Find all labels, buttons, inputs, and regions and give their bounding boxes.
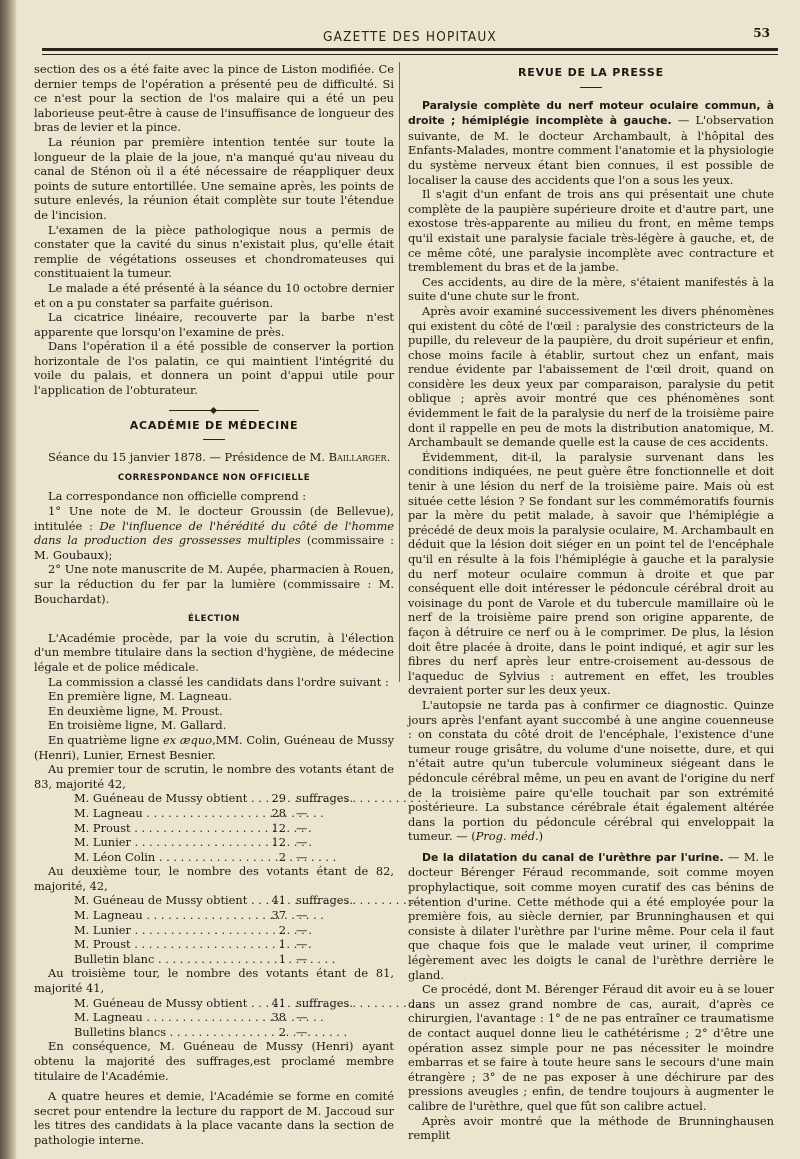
vote-unit: — bbox=[296, 922, 308, 937]
vote-count: 2 bbox=[278, 1024, 286, 1039]
paragraph: La correspondance non officielle comprend : bbox=[48, 489, 307, 504]
right-column bbox=[408, 62, 775, 1143]
vote-count: 2 bbox=[278, 849, 286, 864]
vote-unit: suffrages. bbox=[296, 893, 354, 908]
vote-table-3 bbox=[34, 996, 394, 1040]
paragraph: Ces accidents, au dire de la mère, s'étaient manifestés à la suite d'une chute sur le front. bbox=[408, 274, 774, 304]
note-title: De l'influence de l'hérédité du côté de l'homme dans la production des grossesses multiples bbox=[34, 518, 394, 548]
heading-dash bbox=[580, 87, 602, 88]
candidate-name: M. Lagneau . . . bbox=[74, 908, 264, 923]
paragraph: En conséquence, M. Guéneau de Mussy (Henri) ayant obtenu la majorité des suffrages,est proclamé membre titulaire de l'Académie. bbox=[34, 1039, 394, 1083]
vote-unit: — bbox=[296, 820, 308, 835]
vote-row bbox=[34, 923, 394, 938]
article-2-title: De la dilatation du canal de l'urèthre par l'urine. bbox=[422, 850, 724, 864]
scrutin-intro: Au premier tour de scrutin, le nombre des votants étant de 83, majorité 42, bbox=[34, 762, 394, 791]
vote-row bbox=[34, 850, 394, 865]
vote-row bbox=[34, 893, 394, 908]
candidate-name: Bulletins blancs . . . bbox=[74, 1025, 264, 1040]
paragraph: L'examen de la pièce pathologique nous a permis de constater que la cavité du sinus n'existait plus, qu'elle était remplie de végétations osseuses et chondromateuses qui constituaient la tumeur. bbox=[34, 222, 394, 281]
vote-unit: — bbox=[296, 1024, 308, 1039]
correspondance-heading: CORRESPONDANCE NON OFFICIELLE bbox=[117, 472, 311, 483]
book-binding-edge bbox=[0, 0, 16, 1159]
president-name: Baillarger. bbox=[328, 450, 391, 465]
vote-row bbox=[34, 937, 394, 952]
candidate-name: M. Proust . . . bbox=[74, 937, 264, 952]
paragraph: La commission a classé les candidats dans l'ordre suivant : bbox=[48, 674, 389, 689]
vote-unit: — bbox=[296, 805, 308, 820]
paragraph: L'Académie procède, par la voie du scrutin, à l'élection d'un membre titulaire dans la section d'hygiène, de médecine légale et de police médicale. bbox=[34, 630, 394, 674]
scrutin-intro: Au deuxième tour, le nombre des votants étant de 82, majorité, 42, bbox=[34, 864, 394, 893]
paragraph: Ce procédé, dont M. Bérenger Féraud dit avoir eu à se louer dans un assez grand nombre de cas, aurait, d'après ce chirurgien, l'avantage : 1° de ne pas entraîner ce traumatisme de contact auquel donne lieu le cathétérisme ; 2° d'être une opération assez simple pour ne pas nécessiter le moindre embarras et se faire à toute heure sans le secours d'une main étrangère ; 3° de ne pas exposer à une déchirure par des pressions aveugles ; enfin, de tendre toujours à augmenter le calibre de l'urèthre, quel que fût son calibre actuel. bbox=[408, 982, 774, 1113]
vote-row bbox=[34, 908, 394, 923]
vote-table-2 bbox=[34, 893, 394, 966]
paragraph: Dans l'opération il a été possible de conserver la portion horizontale de l'os palatin, ce qui maintient l'intégrité du voile du palais, et donnera un point d'appui utile pour l'application de l'obturateur. bbox=[34, 339, 394, 398]
paragraph: Évidemment, dit-il, la paralysie survenant dans les conditions indiquées, ne peut guère être fonctionnelle et doit tenir à une lésion du nerf de la troisième paire. Mais où est située cette lésion ? Se fondant sur les commémoratifs fournis par la mère du petit malade, à savoir que l'hémiplégie a précédé de deux mois la paralysie oculaire, M. Archambault en déduit que la lésion doit siéger en un point tel de l'encéphale qu'il en résulte à la fois l'hémiplégie à gauche et la paralysie du nerf moteur oculaire commun à droite et que par conséquent elle doit intéresser le pédoncule cérébral droit au voisinage du pont de Varole et du tubercule mamillaire où le nerf de la troisième paire prend son origine apparente, de façon à détruire ce nerf ou à le comprimer. De plus, la lésion doit être placée à droite, dans le point indiqué, et agir sur les fibres du nerf après leur entre-croisement au-dessous de l'aqueduc de Sylvius : autrement en effet, les troubles devraient porter sur les deux yeux. bbox=[408, 449, 774, 698]
heading-dash bbox=[203, 439, 225, 440]
vote-unit: — bbox=[296, 835, 308, 850]
vote-unit: suffrages. bbox=[296, 791, 354, 806]
vote-unit: — bbox=[296, 951, 308, 966]
vote-row bbox=[34, 835, 394, 850]
paragraph: Après avoir examiné successivement les divers phénomènes qui existent du côté de l'œil : paralysie des constricteurs de la pupille, du releveur de la paupière, du droit supérieur et enfin, chose moins facile à établir, surtout chez un enfant, mais rendue évidente par l'abaissement de l'œil droit, quand on considère les deux yeux par comparaison, paralysie du petit oblique ; après avoir montré que ces phénomènes sont évidemment le fait de la paralysie du nerf de la troisième paire dont il rappelle en peu de mots la distribution anatomique, M. Archambault se demande quelle est la cause de ces accidents. bbox=[408, 303, 774, 450]
candidate-name: M. Lagneau . . . bbox=[74, 806, 264, 821]
vote-row bbox=[34, 806, 394, 821]
vote-unit: — bbox=[296, 937, 308, 952]
candidate-name: M. Lunier . . . bbox=[74, 923, 264, 938]
vote-count: 1 bbox=[278, 951, 286, 966]
candidate-name: M. Guéneau de Mussy obtient . . . bbox=[74, 791, 264, 806]
paragraph: La réunion par première intention tentée sur toute la longueur de la plaie de la joue, n'a manqué qu'au niveau du canal de Sténon où il a été nécessaire de réappliquer deux points de suture entortillée. Une semaine après, les points de suture enlevés, la réunion était complète sur toute l'étendue de l'incision. bbox=[34, 134, 394, 222]
article-1-intro: Paralysie complète du nerf moteur oculaire commun, à droite ; hémiplégie incomplète à gauche. — L'observation suivante, de M. le docteur Archambault, à l'hôpital des Enfants-Malades, montre comment l'anatomie et la physiologie du système nerveux étant bien connues, il est possible de localiser la cause des accidents que l'on a sous les yeux. bbox=[408, 98, 775, 187]
vote-count: 1 bbox=[278, 937, 286, 952]
election-heading: ÉLECTION bbox=[188, 614, 240, 625]
candidate-name: M. Lagneau . . . bbox=[74, 1010, 264, 1025]
header-rule-thin bbox=[42, 54, 778, 55]
candidate-name: M. Léon Colin . . . bbox=[74, 850, 264, 865]
vote-table-1 bbox=[34, 791, 394, 864]
vote-count: 28 bbox=[271, 805, 286, 820]
vote-count: 12 bbox=[271, 820, 286, 835]
rank-line: En première ligne, M. Lagneau. bbox=[48, 689, 233, 704]
vote-count: 12 bbox=[271, 835, 286, 850]
scrutin-intro: Au troisième tour, le nombre des votants étant de 81, majorité 41, bbox=[34, 966, 394, 996]
paragraph: Après avoir montré que la méthode de Brunninghausen remplit bbox=[408, 1113, 774, 1143]
journal-title: GAZETTE DES HOPITAUX bbox=[323, 29, 497, 45]
article-2-intro: De la dilatation du canal de l'urèthre par l'urine. — M. le docteur Bérenger Féraud recommande, soit comme moyen prophylactique, soit comme moyen curatif des cas bénins de rétention d'urine. Cette méthode qui a été employée pour la première fois, au siècle dernier, par Brunninghausen et qui consiste à dilater l'urèthre par l'urine même. Pour cela il faut que chaque fois que le malade veut uriner, il comprime légèrement avec les doigts le canal de l'urèthre derrière le gland. bbox=[408, 849, 774, 982]
section-separator bbox=[169, 410, 259, 411]
candidate-name: M. Guéneau de Mussy obtient . . . bbox=[74, 996, 264, 1011]
seance-line: Séance du 15 janvier 1878. — Présidence de M. Baillarger. bbox=[48, 450, 391, 465]
source-citation: Prog. méd. bbox=[475, 829, 539, 844]
candidate-name: M. Guéneau de Mussy obtient . . . bbox=[74, 893, 264, 908]
candidate-name: M. Lunier . . . bbox=[74, 835, 264, 850]
rank-line: En deuxième ligne, M. Proust. bbox=[48, 703, 223, 718]
candidate-name: M. Proust . . . bbox=[74, 821, 264, 836]
correspondance-item-2: 2° Une note manuscrite de M. Aupée, pharmacien à Rouen, sur la réduction du fer par la lumière (commissaire : M. Bouchardat). bbox=[34, 562, 394, 606]
vote-count: 2 bbox=[278, 922, 286, 937]
vote-row bbox=[34, 1010, 394, 1025]
vote-unit: — bbox=[296, 1010, 308, 1025]
rank-line: En quatrième ligne ex æquo,MM. Colin, Guéneau de Mussy (Henri), Lunier, Ernest Besnier. bbox=[34, 732, 394, 762]
vote-count: 37 bbox=[271, 908, 286, 923]
vote-row bbox=[34, 821, 394, 836]
vote-row bbox=[34, 996, 394, 1011]
rank-line: En troisième ligne, M. Gallard. bbox=[48, 718, 227, 733]
academie-heading: ACADÉMIE DE MÉDECINE bbox=[129, 418, 299, 432]
vote-count: 29 bbox=[271, 791, 286, 806]
revue-heading: REVUE DE LA PRESSE bbox=[518, 66, 664, 79]
vote-row bbox=[34, 791, 394, 806]
column-divider bbox=[399, 62, 400, 682]
paragraph-autopsie: L'autopsie ne tarda pas à confirmer ce diagnostic. Quinze jours après l'enfant ayant succombé à une angine couenneuse : on constata du côté droit de l'encéphale, l'existence d'une tumeur rouge grisâtre, du volume d'une noisette, dure, et qui n'était autre qu'un tubercule volumineux siégeant dans le pédoncule cérébral même, un peu en avant de l'origine du nerf de la troisième paire qu'elle touchait par son extrémité postérieure. La substance cérébrale était également altérée dans la portion du pédoncule cérébral qui enveloppait la tumeur. — (Prog. méd.) bbox=[408, 697, 774, 844]
vote-unit: — bbox=[296, 908, 308, 923]
vote-unit: — bbox=[296, 849, 308, 864]
vote-row bbox=[34, 952, 394, 967]
left-column bbox=[34, 62, 394, 1147]
paragraph: A quatre heures et demie, l'Académie se forme en comité secret pour entendre la lecture du rapport de M. Jaccoud sur les titres des candidats à la place vacante dans la section de pathologie interne. bbox=[34, 1089, 394, 1147]
vote-row bbox=[34, 1025, 394, 1040]
paragraph: Le malade a été présenté à la séance du 10 octobre dernier et on a pu constater sa parfaite guérison. bbox=[34, 280, 394, 310]
correspondance-item-1: 1° Une note de M. le docteur Groussin (de Bellevue), intitulée : De l'influence de l'hérédité du côté de l'homme dans la production des grossesses multiples (commissaire : M. Goubaux); bbox=[34, 504, 394, 562]
vote-count: 41 bbox=[271, 893, 286, 908]
vote-count: 38 bbox=[271, 1010, 286, 1025]
paragraph: section des os a été faite avec la pince de Liston modifiée. Ce dernier temps de l'opération a présenté peu de difficulté. Si ce n'est pour la section de l'os malaire qui a été un peu laborieuse peut-être à cause de l'insuffisance de longueur des bras de levier et la pince. bbox=[34, 62, 394, 135]
candidate-name: Bulletin blanc . . . bbox=[74, 952, 264, 967]
header-rule-thick bbox=[42, 48, 778, 51]
vote-count: 41 bbox=[271, 995, 286, 1010]
paragraph: Il s'agit d'un enfant de trois ans qui présentait une chute complète de la paupière supérieure droite et d'autre part, une exostose très-apparente au milieu du front, en même temps qu'il existait une paralysie faciale très-légère à gauche, et, de ce même côté, une paralysie incomplète avec contracture et tremblement du bras et de la jambe. bbox=[408, 187, 774, 275]
page-number: 53 bbox=[753, 26, 770, 40]
paragraph: La cicatrice linéaire, recouverte par la barbe n'est apparente que lorsqu'on l'examine de près. bbox=[34, 310, 394, 339]
vote-unit: suffrages. bbox=[296, 995, 354, 1010]
article-1-title: Paralysie complète du nerf moteur oculaire commun, à droite ; hémiplégie incomplète à gauche. bbox=[408, 98, 774, 128]
